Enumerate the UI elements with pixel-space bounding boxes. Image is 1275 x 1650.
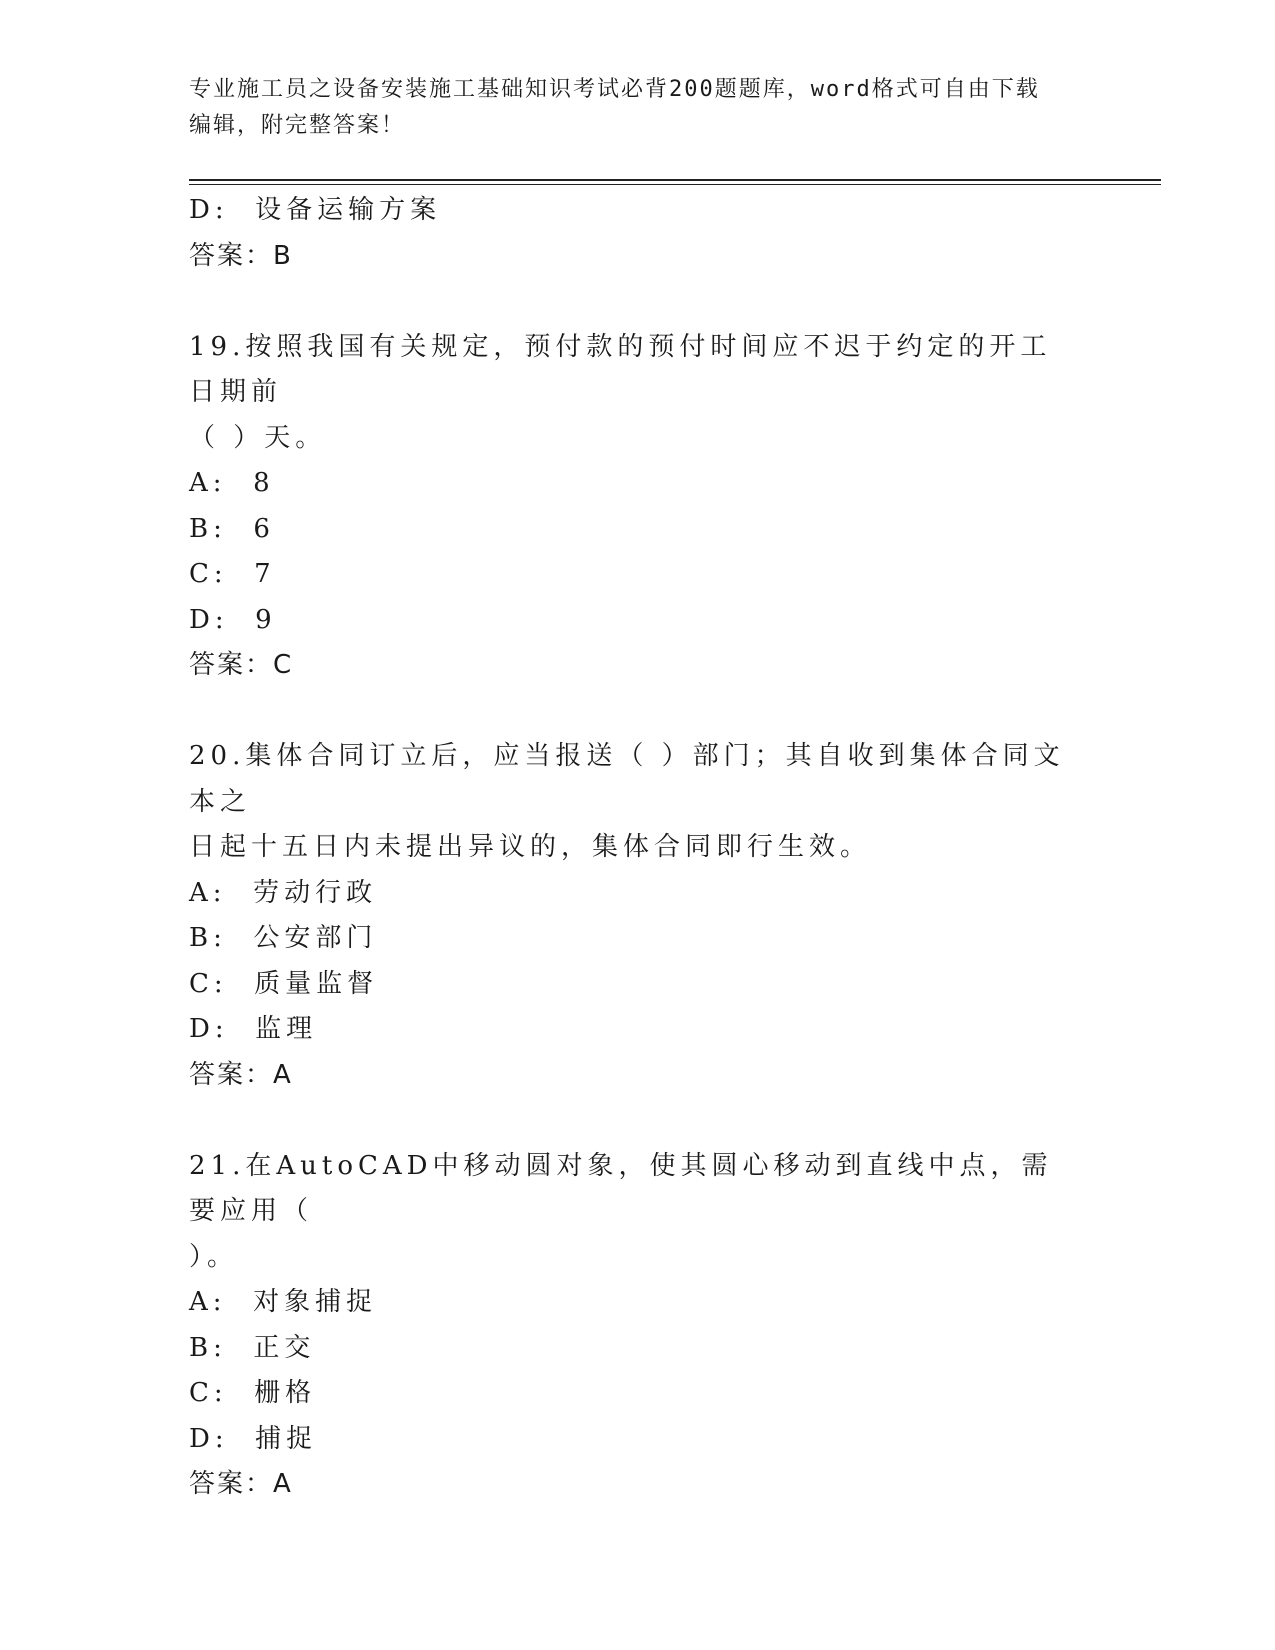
option-b: B: 6 (189, 513, 275, 544)
option-b: B: 正交 (189, 1332, 316, 1363)
question-21 (189, 1144, 1079, 1508)
header-divider-thin (189, 184, 1161, 185)
prev-answer: 答案：B (189, 240, 293, 271)
option-d: D: 9 (189, 604, 277, 635)
option-a: A: 对象捕捉 (189, 1287, 378, 1317)
option-a: A: 8 (189, 468, 275, 498)
question-19 (189, 325, 1079, 689)
spacer (189, 1098, 1079, 1144)
option-d: D: 监理 (189, 1014, 318, 1044)
question-stem-line-2: ）。 (189, 1241, 239, 1272)
question-stem-line-1: 21.在AutoCAD中移动圆对象，使其圆心移动到直线中点，需要应用（ (189, 1150, 1053, 1226)
question-answer: 答案：C (189, 650, 294, 680)
question-stem-line-1: 20.集体合同订立后，应当报送（ ）部门；其自收到集体合同文本之 (189, 741, 1065, 817)
option-c: C: 质量监督 (189, 968, 379, 999)
option-d: D: 捕捉 (189, 1423, 318, 1454)
option-a: A: 劳动行政 (189, 877, 378, 908)
question-answer: 答案：A (189, 1059, 293, 1090)
header-divider-thick (189, 179, 1161, 181)
question-stem-line-2: 日起十五日内未提出异议的，集体合同即行生效。 (189, 832, 872, 862)
prev-option-d: D: 设备运输方案 (189, 195, 442, 225)
question-answer: 答案：A (189, 1469, 293, 1499)
option-c: C: 7 (189, 559, 276, 589)
option-c: C: 栅格 (189, 1378, 317, 1408)
question-20 (189, 734, 1079, 1098)
question-stem-line-2: （ ）天。 (189, 422, 327, 453)
document-header (189, 72, 1079, 144)
spacer (189, 279, 1079, 325)
header-line-2: 编辑，附完整答案！ (189, 113, 406, 138)
option-b: B: 公安部门 (189, 923, 378, 953)
header-line-1: 专业施工员之设备安装施工基础知识考试必背200题题库，word格式可自由下载 (189, 77, 1040, 102)
question-content (189, 188, 1079, 1508)
question-stem-line-1: 19.按照我国有关规定，预付款的预付时间应不迟于约定的开工日期前 (189, 331, 1052, 407)
spacer (189, 689, 1079, 735)
